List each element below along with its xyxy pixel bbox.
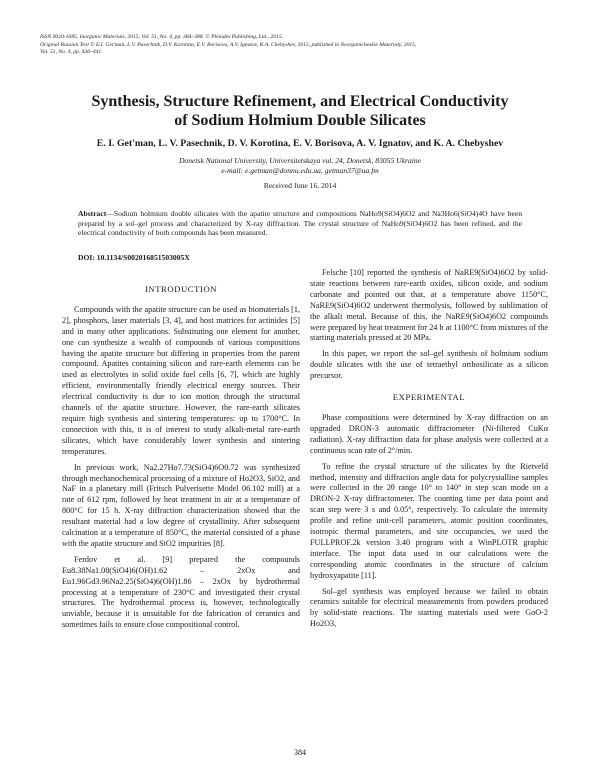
section-heading-experimental: EXPERIMENTAL (392, 392, 466, 403)
received-date: Received June 16, 2014 (263, 181, 337, 190)
right-column (310, 268, 548, 635)
journal-meta (40, 34, 560, 57)
author-list: E. I. Get'man, L. V. Pasechnik, D. V. Korotina, E. V. Borisova, A. V. Ignatov, and K. A. Chebyshev (96, 138, 504, 149)
paragraph: To refine the crystal structure of the silicates by the Rietveld method, intensity and diffraction angle data for polycrystalline samples were collected in the 2θ range 10° to 140° in step scan mode on a DRON-2 X-ray diffractometer. The counting time per data point and scan step were 3 s and 0.05°, respectively. To calculate the intensity profile and refine unit-cell parameters, atomic position coordinates, isotropic thermal parameters, and site occupancies, we used the FULLPROF.2k version 3.40 program with a WinPLOTR graphic interface. The input data used in our calculations were the corresponding atomic coordinates in the structure of calcium hydroxyapatite [11]. (310, 461, 548, 580)
paragraph: Compounds with the apatite structure can be used as biomaterials [1, 2], phosphors, laser materials [3, 4], and host matrices for actinides [5] and in many other applications. Substituting one element for another, one can synthesize a wealth of compounds of various compositions having the apatite structure but differing in properties from the parent compound. Apatites containing silicon and rare-earth elements can be used as electrolytes in solid oxide fuel cells [6, 7], which are highly efficient, environmentally friendly electrical energy sources. Their electrical conductivity is due to ion motion through the structural channels of the apatite structure. However, the rare-earth silicates require high synthesis and sintering temperatures: up to 1700°C. In connection with this, it is of interest to study alkali-metal rare-earth silicates, which have considerably lower synthesis and sintering temperatures. (62, 304, 300, 456)
paragraph: Phase compositions were determined by X-ray diffraction on an upgraded DRON-3 automatic diffractometer (Ni-filtered CuKα radiation). X-ray diffraction data for phase analysis were collected at a continuous scan rate of 2°/min. (310, 412, 548, 455)
paragraph: Ferdov et al. [9] prepared the compounds Eu8.38Na1.08(SiO4)6(OH)1.62 – 2xOx and Eu1.96Gd3.96Na2.25(SiO4)6(OH)1.86 – 2xOx by hydrothermal processing at a temperature of 230°C and investigated their crystal structures. The hydrothermal process is, however, technologically unviable, because it is unsuitable for the fabrication of ceramics and sometimes fails to ensure close compositional control. (62, 554, 300, 630)
page-number: 384 (294, 748, 306, 757)
abstract-label: Abstract (78, 209, 107, 218)
article-title (40, 92, 560, 130)
email-contact: e-mail: e.getman@donnu.edu.ua, getman37@ua.fm (221, 166, 379, 175)
paragraph: In this paper, we report the sol–gel synthesis of holmium sodium double silicates with the use of tetraethyl orthosilicate as a silicon precursor. (310, 349, 548, 381)
paragraph: Felsche [10] reported the synthesis of NaRE9(SiO4)6O2 by solid-state reactions between rare-earth oxides, silicon oxide, and sodium carbonate and pointed out that, at a temperature above 1150°C, NaRE9(SiO4)6O2 underwent thermolysis, followed by sublimation of the alkali metal. Because of this, the NaRE9(SiO4)6O2 compounds were prepared by heat treatment for 24 h at 1100°C from mixtures of the starting materials pressed at 20 MPa. (310, 268, 548, 343)
paragraph: In previous work, Na2.27Ho7.73(SiO4)6O0.72 was synthesized through mechanochemical processing of a mixture of Ho2O3, SiO2, and NaF in a planetary mill (Fritsch Pulverisette Model 06.102 mill) at a rate of 612 rpm, followed by heat treatment in air at a temperature of 800°C for 15 h. X-ray diffraction characterization showed that the resultant material had a low degree of crystallinity. After subsequent calcination at a temperature of 850°C, the material consisted of a phase with the apatite structure and SiO2 impurities [8]. (62, 462, 300, 548)
affiliation: Donetsk National University, Universitetskaya vul. 24, Donetsk, 83055 Ukraine (178, 156, 422, 165)
affiliation-block (40, 156, 560, 176)
section-heading-introduction: INTRODUCTION (144, 284, 218, 294)
meta-line: Original Russian Text © E.I. Get'man, L.V. Pasechnik, D.V. Korotina, E.V. Borisova, A.V. Ignatov, K.A. Chebyshev, 2015, published in Neorganicheskie Materialy, 2015, (40, 41, 417, 48)
meta-line: Vol. 51, No. 4, pp. 436–441. (40, 49, 103, 56)
doi: DOI: 10.1134/S002016851503005X (78, 253, 190, 262)
abstract (78, 209, 522, 238)
left-column (62, 268, 300, 636)
meta-line: ISSN 0020-1685, Inorganic Materials, 2015, Vol. 51, No. 4, pp. 384–388. © Pleiades Publishing, Ltd., 2015. (40, 34, 284, 40)
title-line: Synthesis, Structure Refinement, and Electrical Conductivity (91, 93, 509, 110)
title-line: of Sodium Holmium Double Silicates (174, 112, 426, 129)
paragraph: Sol–gel synthesis was employed because we failed to obtain ceramics suitable for electrical measurements from powders produced by solid-state reactions. The starting materials used were GoO-2 Ho2O3, (310, 586, 548, 629)
abstract-text: —Sodium holmium double silicates with the apatite structure and compositions NaHo9(SiO4)6O2 and Na3Ho6(SiO4)4O have been prepared by a sol–gel process and characterized by X-ray diffraction. The crystal structure of NaHo9(SiO4)6O2 has been refined, and the electrical conductivity of both compounds has been measured. (78, 209, 522, 238)
